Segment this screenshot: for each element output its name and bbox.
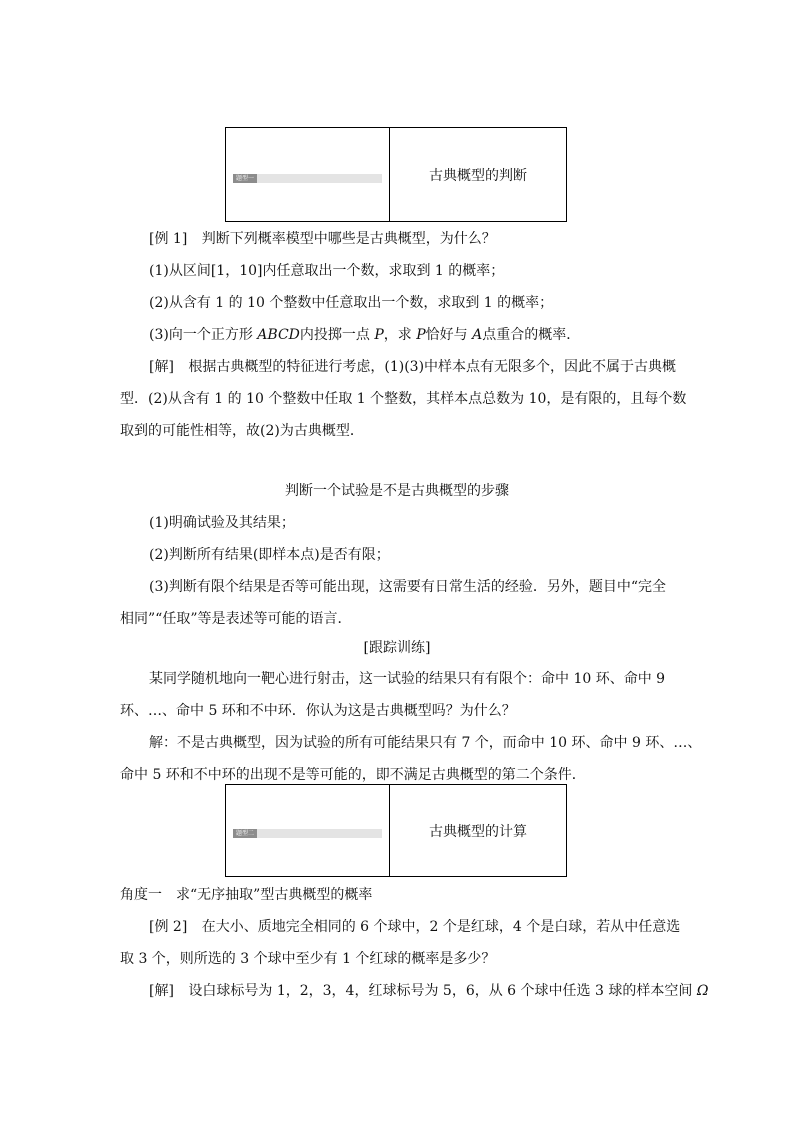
section-tag-cell [226, 785, 390, 876]
method-step-1: (1)明确试验及其结果； [149, 515, 295, 531]
practice-line-2: 环、…、命中 5 环和不中环．你认为这是古典概型吗？为什么？ [120, 703, 516, 719]
solution-label: [解] [149, 983, 174, 999]
section-box-1 [225, 127, 567, 222]
example-1-item-1: (1)从区间[1，10]内任意取出一个数，求取到 1 的概率； [149, 263, 505, 279]
method-title: 判断一个试验是不是古典概型的步骤 [285, 483, 509, 499]
method-step-3-cont: 相同”“任取”等是表述等可能的语言． [120, 611, 352, 627]
practice-line-3: 解：不是古典概型，因为试验的所有可能结果只有 7 个，而命中 10 环、命中 9 环、…、 [149, 735, 702, 751]
example-1-solution-line-1: [解] 根据古典概型的特征进行考虑，(1)(3)中样本点有无限多个，因此不属于古典概 [149, 359, 677, 375]
example-label: [例 1] [149, 231, 188, 247]
example-2-solution: [解] 设白球标号为 1，2，3，4，红球标号为 5，6，从 6 个球中任选 3 球的样本空间 Ω [149, 983, 709, 999]
method-step-3: (3)判断有限个结果是否等可能出现，这需要有日常生活的经验．另外，题目中“完全 [149, 579, 666, 595]
example-1-item-3: (3)向一个正方形 ABCD内投掷一点 P，求 P恰好与 A点重合的概率． [149, 327, 581, 343]
practice-title: [跟踪训练] [363, 640, 431, 656]
section-tag-bar [233, 174, 382, 183]
section-tag: 题型二 [233, 829, 257, 838]
section-tag-bar [233, 829, 382, 838]
section-tag-cell [226, 128, 390, 221]
example-text: 判断下列概率模型中哪些是古典概型，为什么？ [201, 231, 496, 247]
example-2-line-2: 取 3 个，则所选的 3 个球中至少有 1 个红球的概率是多少？ [120, 951, 496, 967]
practice-line-1: 某同学随机地向一靶心进行射击，这一试验的结果只有有限个：命中 10 环、命中 9 [149, 671, 666, 687]
example-label: [例 2] [149, 919, 188, 935]
section-tag: 题型一 [233, 174, 257, 183]
section-title: 古典概型的判断 [429, 167, 527, 184]
example-1-question [149, 230, 496, 248]
method-step-2: (2)判断所有结果(即样本点)是否有限； [149, 547, 390, 563]
solution-label: [解] [149, 359, 174, 375]
omega-symbol: Ω [696, 983, 709, 999]
section-title: 古典概型的计算 [429, 823, 527, 840]
example-1-solution-line-3: 取到的可能性相等，故(2)为古典概型． [120, 423, 364, 439]
practice-line-4: 命中 5 环和不中环的出现不是等可能的，即不满足古典概型的第二个条件． [120, 767, 586, 783]
example-1-solution-line-2: 型．(2)从含有 1 的 10 个整数中任取 1 个整数，其样本点总数为 10，是有限的，且每个数 [120, 391, 687, 407]
section-box-2 [225, 784, 567, 877]
example-2-line-1: [例 2] 在大小、质地完全相同的 6 个球中，2 个是红球，4 个是白球，若从中任意选 [149, 919, 681, 935]
angle-heading: 角度一 求“无序抽取”型古典概型的概率 [120, 887, 373, 903]
example-1-item-2: (2)从含有 1 的 10 个整数中任意取出一个数，求取到 1 的概率； [149, 295, 554, 311]
